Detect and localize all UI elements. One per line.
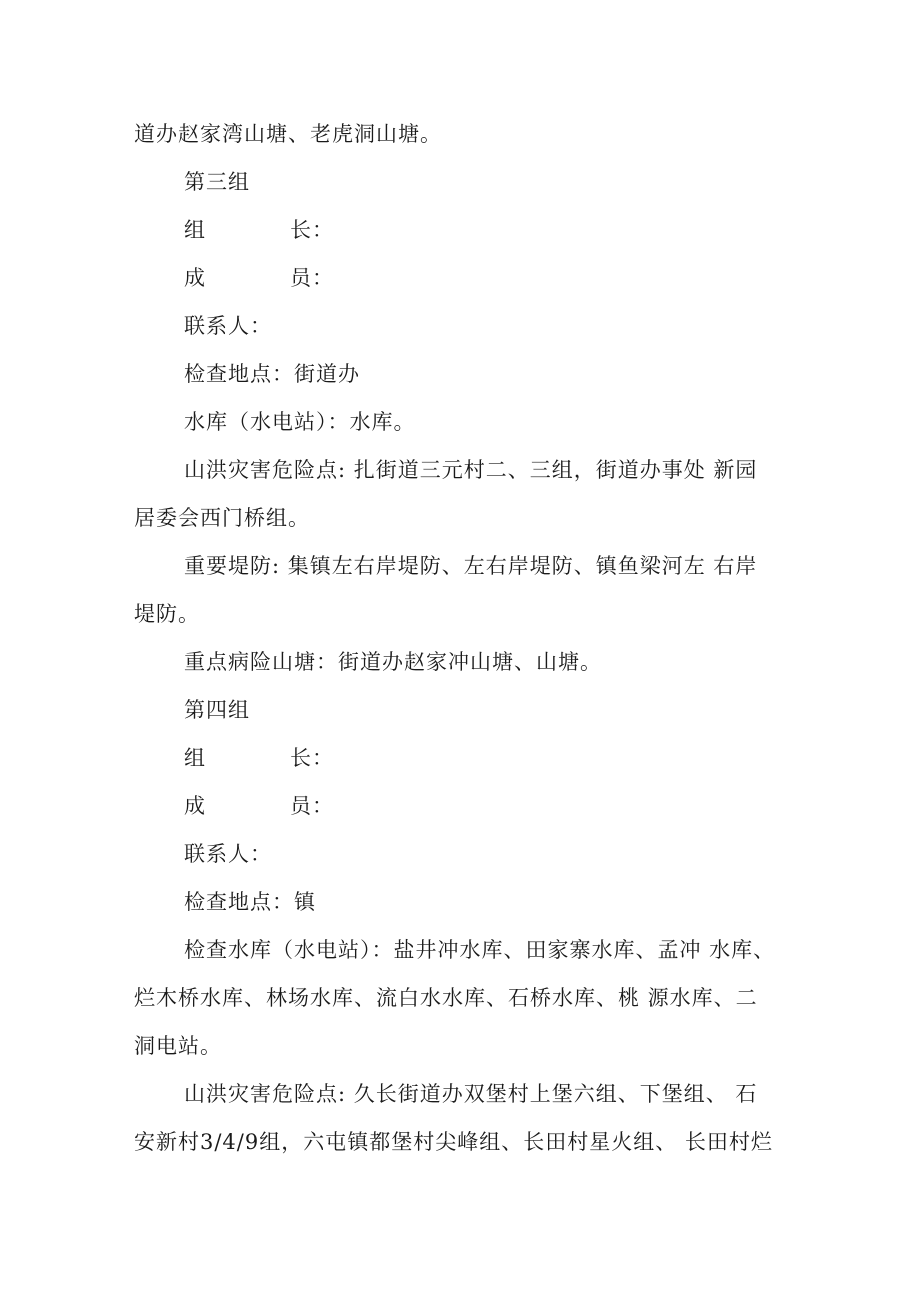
text-line: 烂木桥水库、林场水库、流白水水库、石桥水库、桃 源水库、二 — [134, 986, 758, 1010]
members-row — [184, 791, 334, 821]
text-line: 道办赵家湾山塘、老虎洞山塘。 — [134, 122, 442, 146]
contact-row: 联系人： — [184, 314, 272, 338]
group-heading: 第四组 — [184, 698, 250, 722]
leader-label-right: 长： — [290, 746, 334, 770]
text-line: 居委会西门桥组。 — [134, 506, 310, 530]
reservoir-line: 水库（水电站）：水库。 — [184, 410, 416, 434]
leader-row — [184, 743, 334, 773]
group-heading: 第三组 — [184, 170, 250, 194]
members-row — [184, 263, 334, 293]
members-label-left: 成 — [184, 794, 206, 818]
text-line: 安新村3/4/9组，六屯镇都堡村尖峰组、长田村星火组、 长田村烂 — [134, 1130, 773, 1154]
inspection-location: 检查地点：街道办 — [184, 362, 360, 386]
leader-row — [184, 215, 334, 245]
members-label-left: 成 — [184, 266, 206, 290]
flood-hazard-line: 山洪灾害危险点: 久长街道办双堡村上堡六组、下堡组、 石 — [184, 1082, 758, 1106]
members-label-right: 员： — [290, 266, 334, 290]
text-line: 洞电站。 — [134, 1034, 222, 1058]
text-line: 堤防。 — [134, 602, 200, 626]
leader-label-right: 长： — [290, 218, 334, 242]
members-label-right: 员： — [290, 794, 334, 818]
flood-hazard-line: 山洪灾害危险点: 扎街道三元村二、三组，街道办事处 新园 — [184, 458, 758, 482]
embankment-line: 重要堤防: 集镇左右岸堤防、左右岸堤防、镇鱼梁河左 右岸 — [184, 554, 758, 578]
leader-label-left: 组 — [184, 218, 206, 242]
contact-row: 联系人： — [184, 842, 272, 866]
leader-label-left: 组 — [184, 746, 206, 770]
inspection-location: 检查地点：镇 — [184, 890, 316, 914]
pond-line: 重点病险山塘：街道办赵家冲山塘、山塘。 — [184, 650, 602, 674]
reservoir-line: 检查水库（水电站）：盐井冲水库、田家寨水库、孟冲 水库、 — [184, 938, 776, 962]
